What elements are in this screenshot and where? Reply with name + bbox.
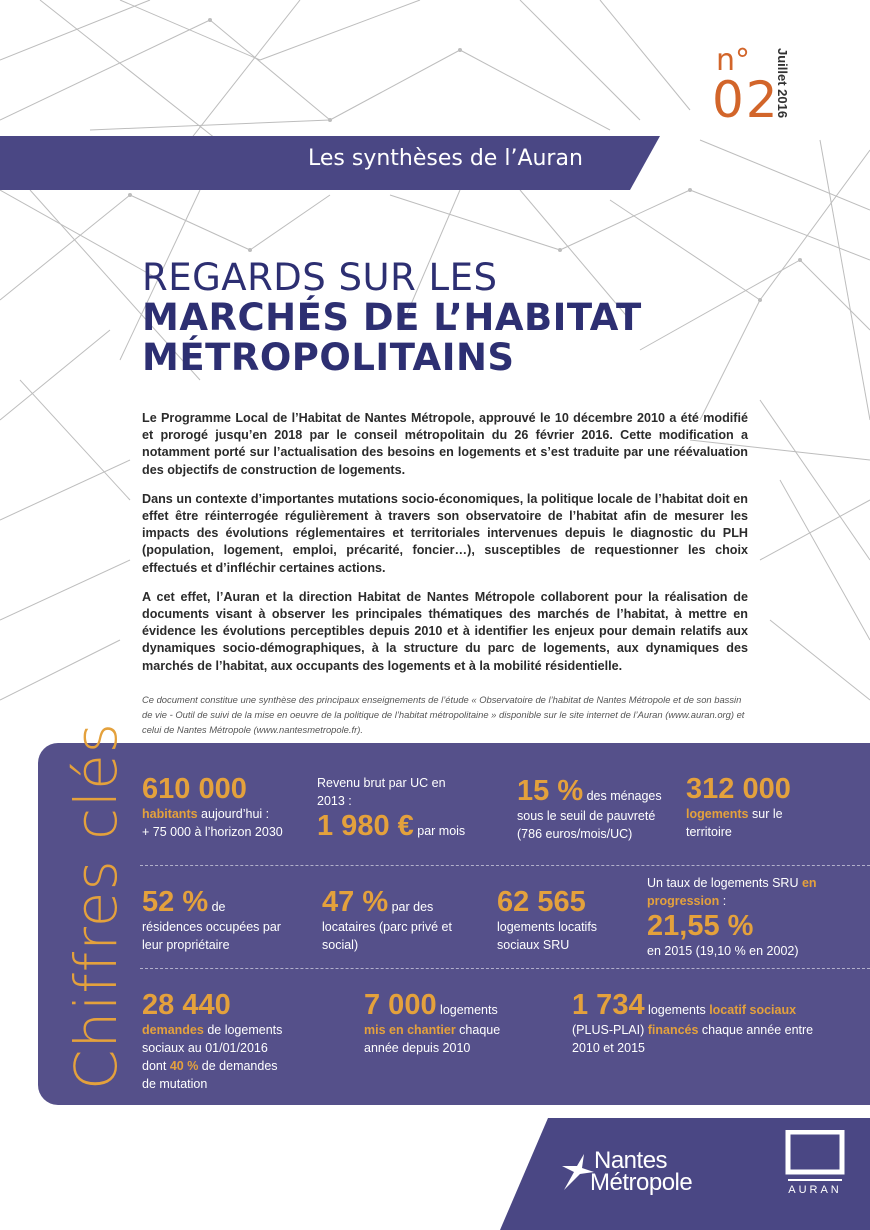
document-title (142, 258, 642, 378)
key-figure-poverty: 15 % des ménages sous le seuil de pauvreté (786 euros/mois/UC) (517, 775, 662, 841)
partner-line-2: Métropole (590, 1169, 693, 1196)
key-figure-construction: 7 000 logements mis en chantier chaque année depuis 2010 (364, 989, 501, 1055)
figure-value: 21,55 % (647, 910, 754, 942)
figure-value: 15 % (517, 775, 584, 807)
figure-value: 28 440 (142, 989, 231, 1021)
key-figure-sru-rate: Un taux de logements SRU en progression : 21,55 % en 2015 (19,10 % en 2002) (647, 874, 862, 960)
key-figure-requests: 28 440 demandes de logements sociaux au 01/01/2016 dont 40 % de demandes de mutation (142, 989, 342, 1093)
figure-value: 610 000 (142, 773, 247, 805)
key-figures-title: Chiffres clés (62, 721, 130, 1090)
key-figure-income: Revenu brut par UC en 2013 : 1 980 € par mois (317, 776, 466, 842)
paragraph-1: Le Programme Local de l’Habitat de Nantes Métropole, approuvé le 10 décembre 2010 a été modifié et prorogé jusqu’en 2018 par le conseil métropolitain du 26 février 2016. Cette modification a notamment porté sur l’actualisation des besoins en logements et s’est traduite par une réévaluation des objectifs de construction de logements. (142, 411, 748, 477)
title-line-1: REGARDS SUR LES (142, 256, 498, 299)
figure-value: 47 % (322, 886, 389, 918)
issue-label: n° (716, 43, 751, 78)
issue-date: Juillet 2016 (775, 48, 790, 119)
issue-number: 02 (712, 71, 780, 129)
auran-logo (784, 1130, 846, 1210)
figure-value: 7 000 (364, 989, 437, 1021)
key-figure-financed: 1 734 logements locatif sociaux (PLUS-PLAI) financés chaque année entre 2010 et 2015 (572, 989, 814, 1055)
title-line-2: MARCHÉS DE L’HABITAT (142, 296, 642, 339)
partner-line-1: Nantes (594, 1147, 668, 1174)
auran-wordmark: AURAN (788, 1184, 842, 1196)
series-title: Les synthèses de l’Auran (308, 146, 583, 171)
star-icon (560, 1154, 594, 1194)
intro-text (142, 410, 748, 687)
footer-band (0, 1118, 870, 1230)
paragraph-2: Dans un contexte d’importantes mutations socio-économiques, la politique locale de l’habitat doit en effet être réinterrogée régulièrement à travers son observatoire de l’habitat afin de mesurer les impacts des évolutions réglementaires et territoriales intervenues depuis le diagnostic du PLH (population, logement, emploi, précarité, foncier…), susceptibles de requestionner les choix effectués et d’infléchir certaines actions. (142, 491, 748, 575)
figure-value: 312 000 (686, 773, 791, 805)
figure-value: 1 734 (572, 989, 645, 1021)
separator-line (140, 968, 870, 969)
key-figure-owners: 52 % de résidences occupées par leur propriétaire (142, 886, 281, 952)
figure-value: 1 980 € (317, 810, 414, 842)
figure-value: 62 565 (497, 886, 586, 918)
paragraph-3: A cet effet, l’Auran et la direction Habitat de Nantes Métropole collaborent pour la réalisation de documents visant à observer les principales thématiques des marchés de l’habitat, à mettre en évidence les évolutions perceptibles depuis 2010 et à identifier les enjeux pour demain relatifs aux dynamiques socio-démographiques, à la structure du parc de logements, aux dynamiques des marchés de l’habitat, aux occupants des logements et à la mobilité résidentielle. (142, 589, 748, 673)
figure-value: 52 % (142, 886, 209, 918)
title-line-3: MÉTROPOLITAINS (142, 336, 515, 379)
separator-line (140, 865, 870, 866)
key-figure-social-housing: 62 565 logements locatifs sociaux SRU (497, 886, 637, 954)
source-note: Ce document constitue une synthèse des principaux enseignements de l’étude « Observatoire de l’habitat de Nantes Métropole et de son bassin de vie - Outil de suivi de la mise en oeuvre de la politique de l’habitat métropolitaine » disponible sur le site internet de l’Auran (www.auran.org) et celui de Nantes Métropole (www.nantesmetropole.fr). (142, 694, 745, 735)
key-figure-renters: 47 % par des locataires (parc privé et social) (322, 886, 452, 952)
key-figure-housing: 312 000 logements sur le territoire (686, 773, 836, 841)
key-figure-population: 610 000 habitants aujourd’hui : + 75 000 à l’horizon 2030 (142, 773, 312, 841)
